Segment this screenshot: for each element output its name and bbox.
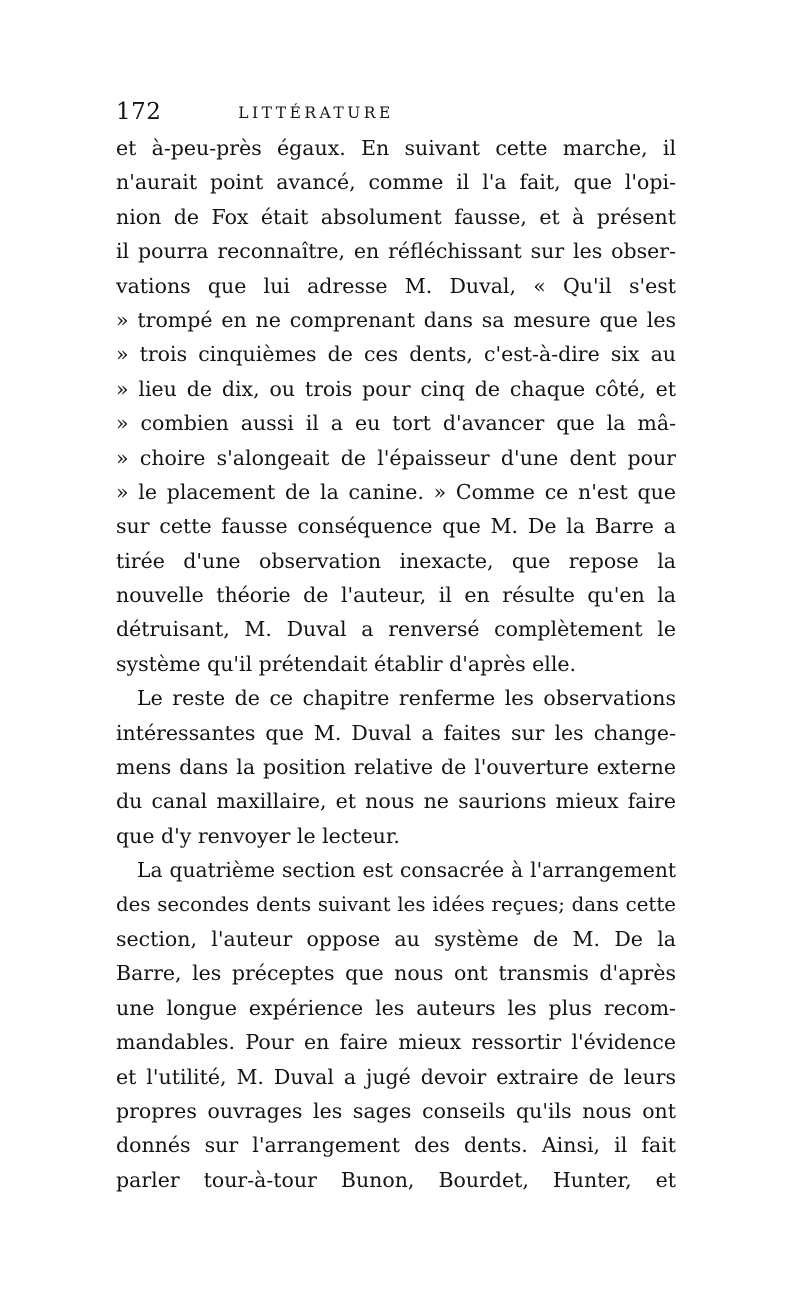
page-header [116, 96, 501, 128]
text-line: système qu'il prétendait établir d'après elle. [116, 651, 577, 676]
text-line: Le reste de ce chapitre renferme les observations [137, 686, 676, 711]
body-text [116, 131, 676, 1197]
text-line: détruisant, M. Duval a renversé complètement le [116, 617, 676, 642]
text-line: et à-peu-près égaux. En suivant cette marche, il [116, 136, 676, 160]
text-line: vations que lui adresse M. Duval, « Qu'il s'est [116, 273, 676, 298]
text-line: n'aurait point avancé, comme il l'a fait, que l'opi- [116, 170, 676, 195]
text-line: intéressantes que M. Duval a faites sur les change- [116, 720, 676, 745]
text-line: tirée d'une observation inexacte, que repose la [116, 548, 676, 573]
text-line: du canal maxillaire, et nous ne saurions mieux faire [116, 789, 676, 814]
text-line: section, l'auteur oppose au système de M. De la [116, 926, 676, 951]
text-line: mandables. Pour en faire mieux ressortir l'évidence [116, 1030, 676, 1055]
text-line: et l'utilité, M. Duval a jugé devoir extraire de leurs [116, 1064, 676, 1089]
text-line: » le placement de la canine. » Comme ce n'est que [116, 479, 676, 504]
text-line: La quatrième section est consacrée à l'arrangement [137, 858, 676, 883]
text-line: » choire s'alongeait de l'épaisseur d'une dent pour [116, 445, 676, 470]
text-line: une longue expérience les auteurs les plus recom- [116, 995, 676, 1020]
text-line: donnés sur l'arrangement des dents. Ainsi, il fait [116, 1133, 676, 1158]
text-line: il pourra reconnaître, en réfléchissant sur les obser- [116, 239, 676, 264]
text-line: sur cette fausse conséquence que M. De la Barre a [116, 514, 676, 539]
text-line: » combien aussi il a eu tort d'avancer que la mâ- [116, 411, 676, 436]
page-number: 172 [116, 99, 162, 125]
text-line: Barre, les préceptes que nous ont transmis d'après [116, 961, 676, 986]
text-line: parler tour-à-tour Bunon, Bourdet, Hunter, et [116, 1167, 676, 1192]
text-line: nouvelle théorie de l'auteur, il en résulte qu'en la [116, 583, 676, 608]
text-line: » trompé en ne comprenant dans sa mesure que les [116, 307, 676, 332]
text-line: » lieu de dix, ou trois pour cinq de chaque côté, et [116, 376, 676, 401]
text-line: » trois cinquièmes de ces dents, c'est-à-dire six au [116, 342, 676, 367]
text-line: que d'y renvoyer le lecteur. [116, 823, 400, 848]
text-line: des secondes dents suivant les idées reçues; dans cette [116, 892, 676, 916]
running-head: LITTÉRATURE [238, 104, 394, 122]
text-line: mens dans la position relative de l'ouverture externe [116, 755, 676, 780]
text-line: nion de Fox était absolument fausse, et à présent [116, 204, 676, 229]
text-line: propres ouvrages les sages conseils qu'ils nous ont [116, 1098, 676, 1123]
